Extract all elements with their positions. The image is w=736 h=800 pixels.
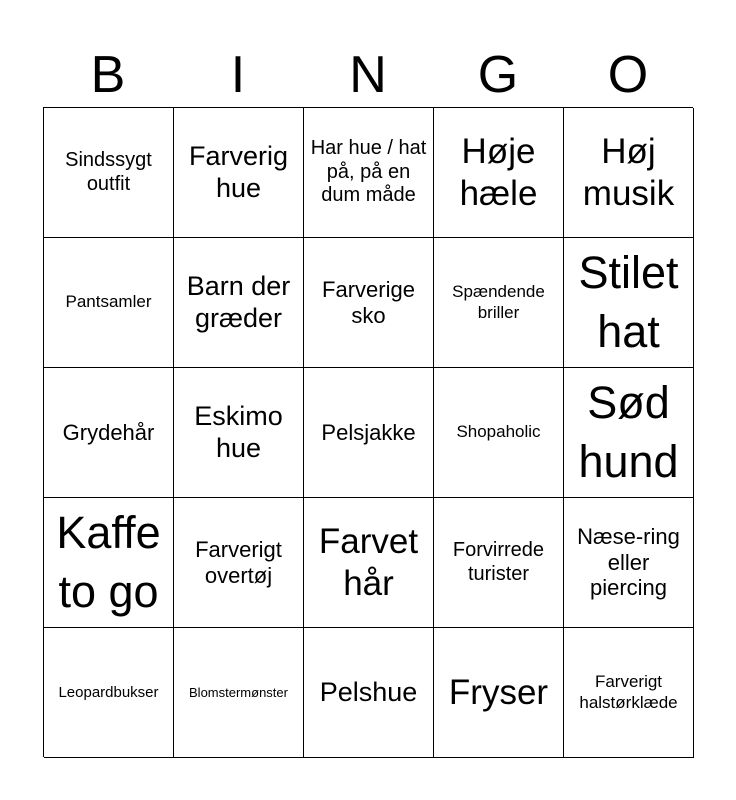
bingo-cell[interactable]: Blomstermønster [174, 628, 304, 758]
bingo-cell[interactable]: Leopardbukser [44, 628, 174, 758]
bingo-cell[interactable]: Næse-ring eller piercing [564, 498, 694, 628]
bingo-cell[interactable]: Stilet hat [564, 238, 694, 368]
bingo-cell[interactable]: Farverigt overtøj [174, 498, 304, 628]
bingo-cell[interactable]: Pelsjakke [304, 368, 434, 498]
header-letter-n: N [349, 46, 387, 104]
bingo-cell[interactable]: Høje hæle [434, 108, 564, 238]
bingo-cell[interactable]: Pantsamler [44, 238, 174, 368]
bingo-cell[interactable]: Fryser [434, 628, 564, 758]
header-letter-i: I [230, 46, 246, 104]
bingo-cell[interactable]: Barn der græder [174, 238, 304, 368]
bingo-cell[interactable]: Pelshue [304, 628, 434, 758]
bingo-cell[interactable]: Grydehår [44, 368, 174, 498]
bingo-cell[interactable]: Farverigt halstørklæde [564, 628, 694, 758]
bingo-cell[interactable]: Eskimo hue [174, 368, 304, 498]
bingo-cell[interactable]: Forvirrede turister [434, 498, 564, 628]
bingo-cell[interactable]: Farvet hår [304, 498, 434, 628]
bingo-cell[interactable]: Høj musik [564, 108, 694, 238]
bingo-cell[interactable]: Farverig hue [174, 108, 304, 238]
bingo-cell[interactable]: Har hue / hat på, på en dum måde [304, 108, 434, 238]
bingo-grid [43, 107, 693, 757]
header-letter-g: G [477, 46, 519, 104]
bingo-cell[interactable]: Farverige sko [304, 238, 434, 368]
bingo-cell[interactable]: Sindssygt outfit [44, 108, 174, 238]
header-letter-b: B [90, 46, 126, 104]
bingo-cell[interactable]: Sød hund [564, 368, 694, 498]
bingo-cell[interactable]: Spændende briller [434, 238, 564, 368]
bingo-cell[interactable]: Kaffe to go [44, 498, 174, 628]
bingo-cell[interactable]: Shopaholic [434, 368, 564, 498]
bingo-header [43, 44, 693, 106]
header-letter-o: O [607, 46, 649, 104]
